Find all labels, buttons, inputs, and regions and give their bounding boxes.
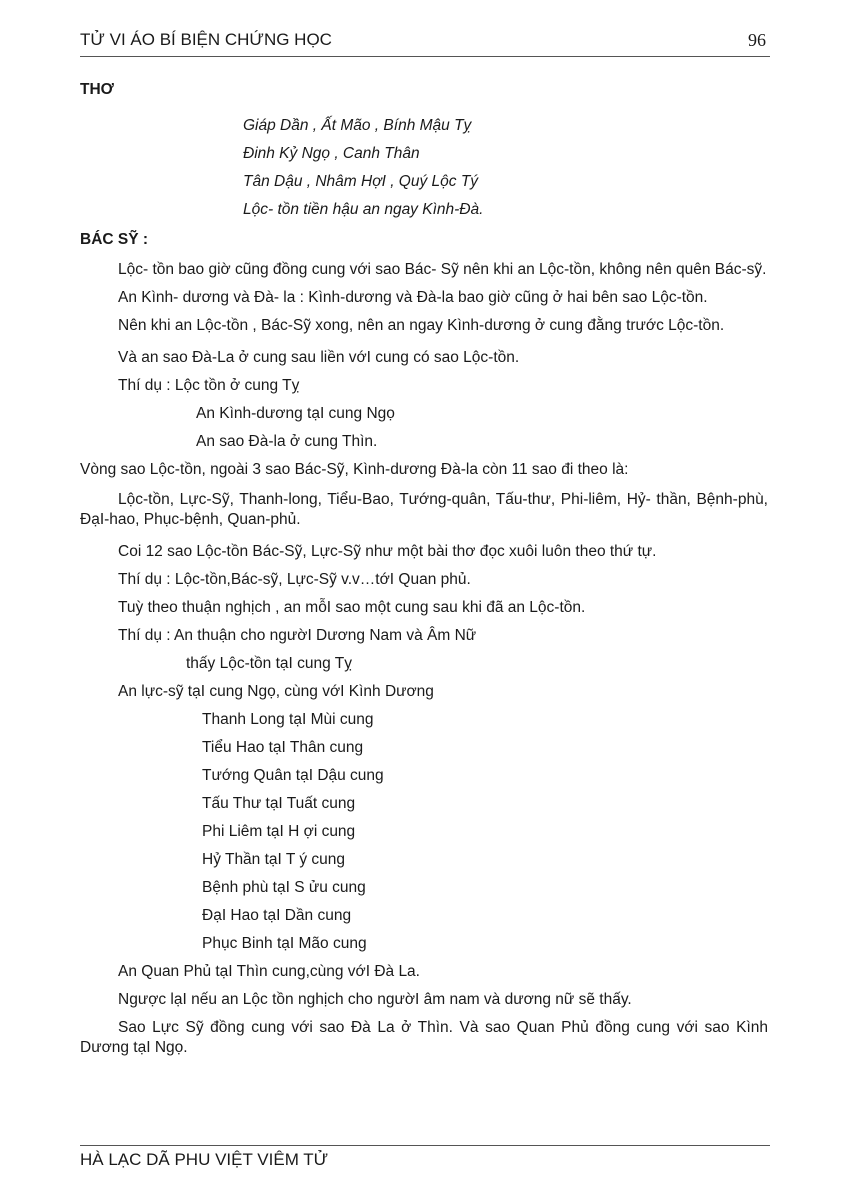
list-item: ĐạI Hao tạI Dần cung (202, 907, 352, 924)
page-number: 96 (748, 30, 766, 50)
paragraph: Thí dụ : An thuận cho ngườI Dương Nam và Âm Nữ (118, 627, 477, 644)
paragraph: An Quan Phủ tạI Thìn cung,cùng vớI Đà La. (118, 963, 420, 980)
paragraph: Lộc- tồn bao giờ cũng đồng cung với sao Bác- Sỹ nên khi an Lộc-tồn, không nên quên Bác-sỹ. (118, 261, 767, 278)
page-header (80, 30, 770, 52)
list-item: Bệnh phù tạI S ửu cung (202, 879, 366, 896)
paragraph: Tuỳ theo thuận nghịch , an mỗI sao một cung sau khi đã an Lộc-tồn. (118, 599, 586, 616)
paragraph: An Kình- dương và Đà- la : Kình-dương và Đà-la bao giờ cũng ở hai bên sao Lộc-tồn. (118, 289, 708, 306)
list-item: Phi Liêm tạI H ợi cung (202, 823, 356, 840)
tho-poem (80, 112, 768, 224)
poem-line: Tân Dậu , Nhâm HợI , Quý Lộc Tý (243, 173, 479, 190)
list-item: Thanh Long tạI Mùi cung (202, 711, 374, 728)
example-line: thấy Lộc-tồn tạI cung Tỵ (186, 655, 353, 672)
page-body (80, 80, 768, 1066)
footer-rule (80, 1145, 770, 1146)
paragraph: Sao Lực Sỹ đồng cung với sao Đà La ở Thìn. Và sao Quan Phủ đồng cung với sao Kình Dương tạI Ngọ. (80, 1019, 768, 1056)
paragraph: Nên khi an Lộc-tồn , Bác-Sỹ xong, nên an ngay Kình-dương ở cung đằng trước Lộc-tồn. (118, 317, 725, 334)
list-item: Phục Binh tạI Mão cung (202, 935, 367, 952)
list-item: Tướng Quân tạI Dậu cung (202, 767, 384, 784)
list-item: Hỷ Thần tạI T ý cung (202, 851, 346, 868)
paragraph: Và an sao Đà-La ở cung sau liền vớI cung có sao Lộc-tồn. (118, 349, 520, 366)
header-rule (80, 56, 770, 57)
list-item: Tiểu Hao tạI Thân cung (202, 739, 364, 756)
paragraph: Ngược lạI nếu an Lộc tồn nghịch cho ngườI âm nam và dương nữ sẽ thấy. (118, 991, 632, 1008)
example-line: Thí dụ : Lộc tồn ở cung Tỵ (118, 377, 300, 394)
paragraph: Thí dụ : Lộc-tồn,Bác-sỹ, Lực-Sỹ v.v…tớI Quan phủ. (118, 571, 471, 588)
poem-line: Đinh Kỷ Ngọ , Canh Thân (243, 145, 420, 162)
list-item: Tấu Thư tạI Tuất cung (202, 795, 356, 812)
paragraph: Coi 12 sao Lộc-tồn Bác-Sỹ, Lực-Sỹ như một bài thơ đọc xuôi luôn theo thứ tự. (118, 543, 657, 560)
paragraph: Vòng sao Lộc-tồn, ngoài 3 sao Bác-Sỹ, Kình-dương Đà-la còn 11 sao đi theo là: (80, 461, 629, 478)
example-line: An sao Đà-la ở cung Thìn. (196, 433, 378, 450)
example-line: An Kình-dương tạI cung Ngọ (196, 405, 395, 422)
star-list (80, 706, 768, 958)
tho-heading: THƠ (80, 81, 114, 98)
page-footer: HÀ LẠC DÃ PHU VIỆT VIÊM TỬ (80, 1150, 329, 1169)
paragraph: Lộc-tồn, Lực-Sỹ, Thanh-long, Tiểu-Bao, Tướng-quân, Tấu-thư, Phi-liêm, Hỷ- thần, Bệnh-phù, ĐạI-hao, Phục-bệnh, Quan-phủ. (80, 491, 768, 528)
poem-line: Lộc- tồn tiền hậu an ngay Kình-Đà. (243, 201, 484, 218)
paragraph: An lực-sỹ tạI cung Ngọ, cùng vớI Kình Dương (118, 683, 434, 700)
poem-line: Giáp Dần , Ất Mão , Bính Mậu Tỵ (243, 117, 472, 134)
bac-sy-heading: BÁC SỸ : (80, 231, 149, 248)
book-title: TỬ VI ÁO BÍ BIỆN CHỨNG HỌC (80, 30, 332, 49)
